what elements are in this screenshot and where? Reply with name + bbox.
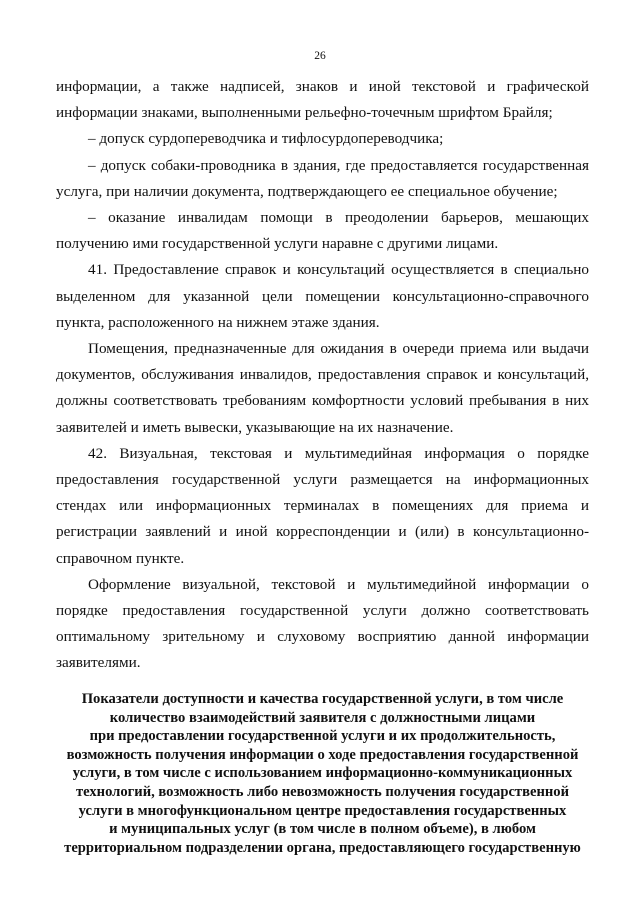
paragraph: 41. Предоставление справок и консультаций осуществляется в специально выделенном для указанной цели помещении консультационно-справочного пункта, расположенного на нижнем этаже здания. (56, 261, 589, 331)
heading-line: возможность получения информации о ходе предоставления государственной (66, 746, 579, 763)
body-text (56, 74, 589, 677)
paragraph: – допуск собаки-проводника в здания, где предоставляется государственная услуга, при наличии документа, подтверждающего ее специальное обучение; (56, 156, 589, 200)
page-number: 26 (314, 50, 326, 62)
paragraph: – допуск сурдопереводчика и тифлосурдопереводчика; (88, 130, 444, 148)
heading-line: количество взаимодействий заявителя с должностными лицами (109, 709, 536, 726)
heading-line: услуги, в том числе с использованием информационно-коммуникационных (72, 765, 573, 782)
heading-line: услуги в многофункциональном центре предоставления государственных (78, 802, 567, 819)
heading-line: при предоставлении государственной услуги и их продолжительность, (89, 728, 556, 745)
heading-line: и муниципальных услуг (в том числе в полном объеме), в любом (109, 821, 536, 838)
heading-line: территориальном подразделении органа, предоставляющего государственную (64, 839, 581, 856)
paragraph: Помещения, предназначенные для ожидания в очереди приема или выдачи документов, обслуживания инвалидов, предоставления справок и консультаций, должны соответствовать требованиям комфортности условий пребывания в них заявителей и иметь вывески, указывающие на их назначение. (56, 340, 589, 436)
section-heading (56, 690, 589, 857)
paragraph: 42. Визуальная, текстовая и мультимедийная информация о порядке предоставления государственной услуги размещается на информационных стендах или информационных терминалах в помещениях для приема и регистрации заявлений и иной корреспонденции и (или) в консультационно-справочном пункте. (56, 444, 589, 567)
paragraph: – оказание инвалидам помощи в преодолении барьеров, мешающих получению ими государственной услуги наравне с другими лицами. (56, 209, 589, 253)
heading-line: технологий, возможность либо невозможность получения государственной (76, 783, 569, 800)
heading-line: Показатели доступности и качества государственной услуги, в том числе (81, 691, 564, 707)
paragraph: информации, а также надписей, знаков и иной текстовой и графической информации знаками, выполненными рельефно-точечным шрифтом Брайля; (56, 78, 589, 122)
paragraph: Оформление визуальной, текстовой и мультимедийной информации о порядке предоставления государственной услуги должно соответствовать оптимальному зрительному и слуховому восприятию данной информации заявителями. (56, 575, 589, 672)
